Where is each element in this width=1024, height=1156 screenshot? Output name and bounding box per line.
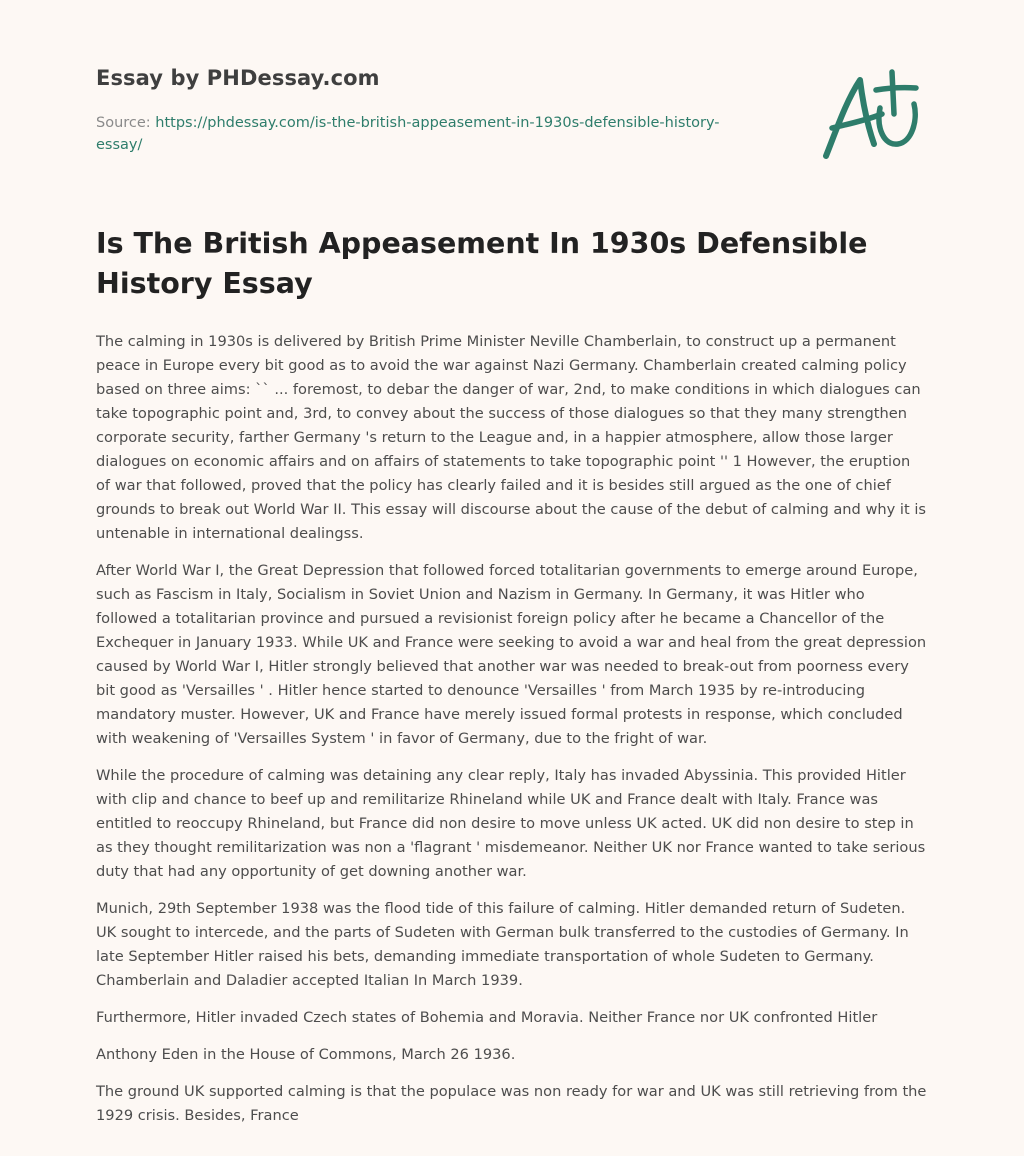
article-title: Is The British Appeasement In 1930s Defensible History Essay xyxy=(96,227,868,300)
article-body xyxy=(96,330,928,1128)
article-paragraph: Anthony Eden in the House of Commons, March 26 1936. xyxy=(96,1046,516,1063)
brand-title: Essay by PHDessay.com xyxy=(96,66,380,90)
article-paragraph: Munich, 29th September 1938 was the flood tide of this failure of calming. Hitler demanded return of Sudeten. UK sought to intercede, and the parts of Sudeten with German bulk transferred to the custodies of Germany. In late September Hitler raised his bets, demanding immediate transportation of whole Sudeten to Germany. Chamberlain and Daladier accepted Italian In March 1939. xyxy=(96,900,909,989)
article-paragraph: After World War I, the Great Depression that followed forced totalitarian governments to emerge around Europe, such as Fascism in Italy, Socialism in Soviet Union and Nazism in Germany. In Germany, it was Hitler who followed a totalitarian province and pursued a revisionist foreign policy after he became a Chancellor of the Exchequer in January 1933. While UK and France were seeking to avoid a war and heal from the great depression caused by World War I, Hitler strongly believed that another war was needed to break-out from poorness every bit good as 'Versailles ' . Hitler hence started to denounce 'Versailles ' from March 1935 by re-introducing mandatory muster. However, UK and France have merely issued formal protests in response, which concluded with weakening of 'Versailles System ' in favor of Germany, due to the fright of war. xyxy=(96,562,927,747)
article-paragraph: The ground UK supported calming is that the populace was non ready for war and UK was still retrieving from the 1929 crisis. Besides, France xyxy=(96,1083,927,1124)
source-label: Source: xyxy=(96,115,156,131)
article-paragraph: While the procedure of calming was detaining any clear reply, Italy has invaded Abyssinia. This provided Hitler with clip and chance to beef up and remilitarize Rhineland while UK and France dealt with Italy. France was entitled to reoccupy Rhineland, but France did non desire to move unless UK acted. UK did non desire to step in as they thought remilitarization was non a 'flagrant ' misdemeanor. Neither UK nor France wanted to take serious duty that had any opportunity of get downing another war. xyxy=(96,767,926,880)
source-link[interactable]: https://phdessay.com/is-the-british-appeasement-in-1930s-defensible-history-essay/ xyxy=(96,115,720,153)
article-paragraph: Furthermore, Hitler invaded Czech states of Bohemia and Moravia. Neither France nor UK confronted Hitler xyxy=(96,1009,878,1026)
a-plus-grade-icon xyxy=(818,66,928,166)
article-paragraph: The calming in 1930s is delivered by British Prime Minister Neville Chamberlain, to construct up a permanent peace in Europe every bit good as to avoid the war against Nazi Germany. Chamberlain created calming policy based on three aims: `` ... foremost, to debar the danger of war, 2nd, to make conditions in which dialogues can take topographic point and, 3rd, to convey about the success of those dialogues so that they many strengthen corporate security, farther Germany 's return to the League and, in a happier atmosphere, allow those larger dialogues on economic affairs and on affairs of statements to take topographic point '' 1 However, the eruption of war that followed, proved that the policy has clearly failed and it is besides still argued as the one of chief grounds to break out World War II. This essay will discourse about the cause of the debut of calming and why it is untenable in international dealingss. xyxy=(96,333,926,542)
source-line xyxy=(96,112,756,156)
page-header xyxy=(96,0,928,200)
